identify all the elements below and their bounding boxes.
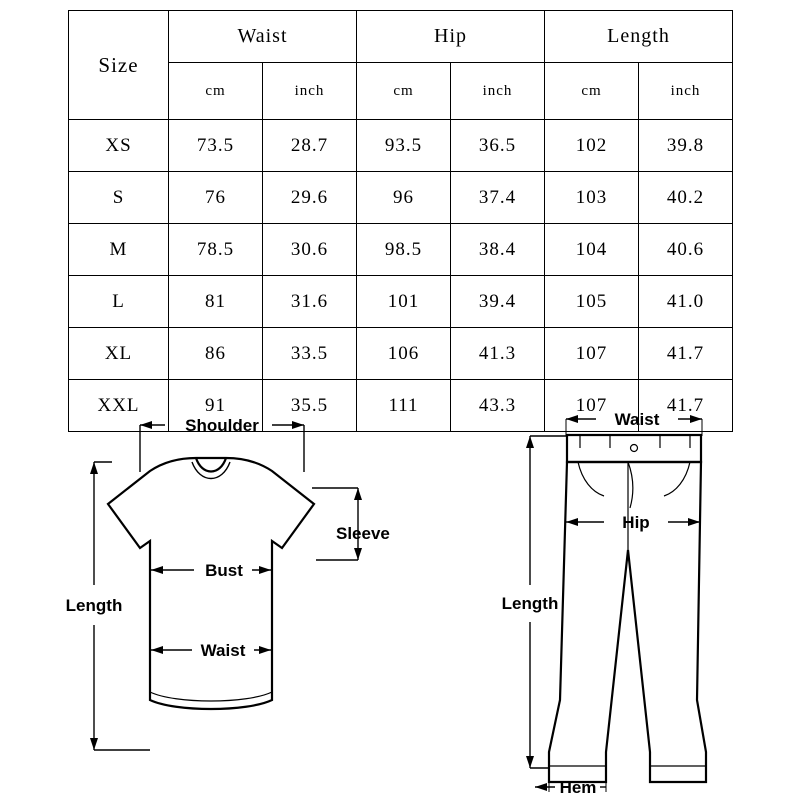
cell-hip-cm: 111	[357, 380, 451, 432]
cell-waist-cm: 73.5	[169, 120, 263, 172]
cell-waist-inch: 31.6	[263, 276, 357, 328]
cell-waist-inch: 28.7	[263, 120, 357, 172]
cell-size: S	[69, 172, 169, 224]
cell-length-cm: 103	[545, 172, 639, 224]
cell-hip-cm: 93.5	[357, 120, 451, 172]
measurement-diagrams	[0, 400, 800, 800]
table-header-row-groups	[69, 11, 733, 63]
tshirt-garment-outline	[108, 458, 314, 709]
table-row	[69, 172, 733, 224]
column-header-length-cm: cm	[545, 63, 639, 120]
cell-size: L	[69, 276, 169, 328]
size-chart-table	[68, 10, 733, 432]
cell-size: XL	[69, 328, 169, 380]
cell-hip-inch: 37.4	[451, 172, 545, 224]
cell-waist-cm: 86	[169, 328, 263, 380]
cell-length-cm: 102	[545, 120, 639, 172]
column-header-size: Size	[69, 11, 169, 120]
cell-waist-inch: 30.6	[263, 224, 357, 276]
label-pants-hip: Hip	[622, 513, 650, 532]
cell-waist-inch: 29.6	[263, 172, 357, 224]
cell-hip-inch: 39.4	[451, 276, 545, 328]
label-shirt-length: Length	[65, 596, 123, 615]
column-header-length-inch: inch	[639, 63, 733, 120]
cell-length-inch: 41.0	[639, 276, 733, 328]
column-header-hip-inch: inch	[451, 63, 545, 120]
table-row	[69, 224, 733, 276]
label-pants-hem: Hem	[559, 778, 597, 797]
cell-waist-inch: 35.5	[263, 380, 357, 432]
size-chart-table-container	[68, 10, 733, 432]
cell-hip-cm: 98.5	[357, 224, 451, 276]
cell-length-inch: 40.2	[639, 172, 733, 224]
cell-waist-inch: 33.5	[263, 328, 357, 380]
cell-length-inch: 41.7	[639, 380, 733, 432]
cell-hip-inch: 38.4	[451, 224, 545, 276]
cell-length-inch: 40.6	[639, 224, 733, 276]
cell-size: XXL	[69, 380, 169, 432]
table-header-row-units	[69, 63, 733, 120]
cell-length-inch: 39.8	[639, 120, 733, 172]
cell-hip-cm: 96	[357, 172, 451, 224]
column-header-waist-cm: cm	[169, 63, 263, 120]
cell-length-cm: 107	[545, 328, 639, 380]
cell-hip-cm: 106	[357, 328, 451, 380]
column-group-header-length: Length	[545, 11, 733, 63]
column-group-header-waist: Waist	[169, 11, 357, 63]
cell-length-cm: 105	[545, 276, 639, 328]
label-pants-waist: Waist	[614, 410, 660, 429]
cell-hip-inch: 43.3	[451, 380, 545, 432]
label-bust: Bust	[205, 561, 243, 580]
column-header-hip-cm: cm	[357, 63, 451, 120]
cell-length-cm: 104	[545, 224, 639, 276]
pants-garment-outline	[549, 435, 706, 782]
cell-hip-inch: 36.5	[451, 120, 545, 172]
table-row	[69, 276, 733, 328]
cell-hip-cm: 101	[357, 276, 451, 328]
label-pants-length: Length	[501, 594, 559, 613]
label-shoulder: Shoulder	[185, 416, 259, 435]
label-sleeve: Sleeve	[336, 524, 390, 543]
cell-length-cm: 107	[545, 380, 639, 432]
column-header-waist-inch: inch	[263, 63, 357, 120]
cell-waist-cm: 78.5	[169, 224, 263, 276]
cell-size: M	[69, 224, 169, 276]
table-body	[69, 120, 733, 432]
label-shirt-waist: Waist	[200, 641, 246, 660]
table-row	[69, 120, 733, 172]
cell-length-inch: 41.7	[639, 328, 733, 380]
measurement-diagram-svg	[0, 400, 800, 800]
cell-waist-cm: 76	[169, 172, 263, 224]
column-group-header-hip: Hip	[357, 11, 545, 63]
cell-waist-cm: 81	[169, 276, 263, 328]
table-row	[69, 328, 733, 380]
cell-size: XS	[69, 120, 169, 172]
cell-waist-cm: 91	[169, 380, 263, 432]
cell-hip-inch: 41.3	[451, 328, 545, 380]
table-head	[69, 11, 733, 120]
